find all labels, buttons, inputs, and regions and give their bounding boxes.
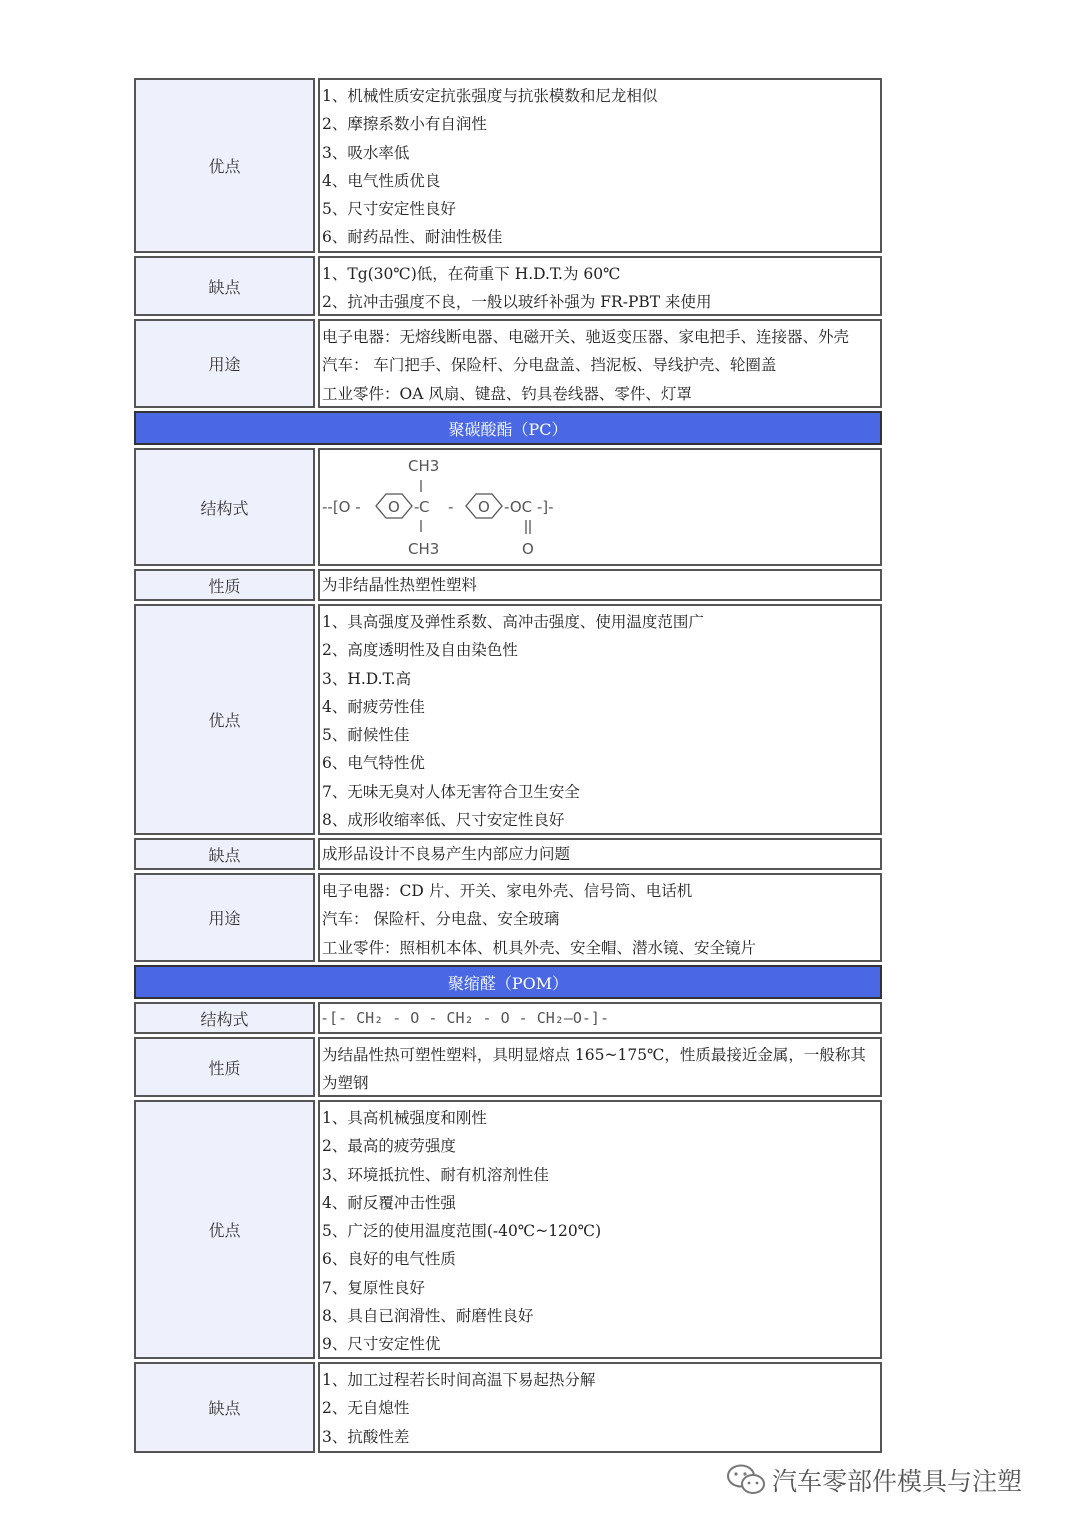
row-label: 结构式 <box>134 1002 315 1034</box>
row-label: 性质 <box>134 1037 315 1097</box>
list-item: 1、具高强度及弹性系数、高冲击强度、使用温度范围广 <box>322 613 704 631</box>
list-item: 4、耐疲劳性佳 <box>322 697 425 716</box>
advantages-list <box>318 604 882 835</box>
property-value: 为结晶性热可塑性塑料，具明显熔点 165~175℃，性质最接近金属，一般称其为塑钢 <box>322 1046 866 1092</box>
list-item: 4、电气性质优良 <box>322 171 441 190</box>
section-header-pc: 聚碳酸酯（PC） <box>134 411 882 445</box>
disadvantages-list <box>318 1362 882 1453</box>
pc-disadvantages-row <box>134 838 882 870</box>
list-item: 工业零件：照相机本体、机具外壳、安全帽、潜水镜、安全镜片 <box>322 938 757 957</box>
central-carbon: C <box>419 498 430 516</box>
wechat-icon <box>726 1463 766 1497</box>
list-item: 3、吸水率低 <box>322 143 410 162</box>
uses-list <box>318 873 882 962</box>
list-item: 成形品设计不良易产生内部应力问题 <box>322 845 571 863</box>
list-item: 2、抗冲击强度不良，一般以玻纤补强为 FR-PBT 来使用 <box>322 293 712 312</box>
svg-text:-: - <box>414 498 420 516</box>
methyl-top: CH3 <box>408 457 440 475</box>
row-label: 优点 <box>134 604 315 835</box>
watermark <box>726 1462 1022 1498</box>
section-header-pom: 聚缩醛（POM） <box>134 965 882 999</box>
pbt-disadvantages-row <box>134 256 882 316</box>
list-item: 2、最高的疲劳强度 <box>322 1137 456 1156</box>
list-item: 汽车： 保险杆、分电盘、安全玻璃 <box>322 910 560 929</box>
list-item: 7、无味无臭对人体无害符合卫生安全 <box>322 782 580 801</box>
list-item: 6、电气特性优 <box>322 754 425 773</box>
list-item: 工业零件：OA 风扇、键盘、钓具卷线器、零件、灯罩 <box>322 384 692 403</box>
row-label: 用途 <box>134 319 315 408</box>
row-label: 结构式 <box>134 448 315 566</box>
row-label: 优点 <box>134 1100 315 1359</box>
row-label: 优点 <box>134 78 315 253</box>
list-item: 1、具高机械强度和刚性 <box>322 1109 487 1127</box>
methyl-bottom: CH3 <box>408 540 440 558</box>
list-item: 4、耐反覆冲击性强 <box>322 1193 456 1212</box>
list-item: 电子电器：CD 片、开关、家电外壳、信号筒、电话机 <box>322 882 693 900</box>
advantages-list <box>318 78 882 253</box>
carbonyl-oxygen: O <box>522 540 534 558</box>
disadvantages-list <box>318 256 882 316</box>
list-item: 1、Tg(30℃)低，在荷重下 H.D.T.为 60℃ <box>322 265 621 283</box>
structure-formula <box>318 448 882 566</box>
ring-label: O <box>478 498 490 516</box>
list-item: 7、复原性良好 <box>322 1278 425 1297</box>
list-item: 5、尺寸安定性良好 <box>322 200 456 219</box>
pom-structure-row <box>134 1002 882 1034</box>
list-item: 2、无自熄性 <box>322 1399 410 1418</box>
structure-formula: -[- CH₂ - O - CH₂ - O - CH₂—O-]- <box>318 1002 882 1034</box>
disadvantages-list <box>318 838 882 870</box>
list-item: 2、高度透明性及自由染色性 <box>322 641 518 660</box>
list-item: 汽车： 车门把手、保险杆、分电盘盖、挡泥板、导线护壳、轮圈盖 <box>322 356 777 375</box>
pbt-advantages-row <box>134 78 882 253</box>
pc-structure-row <box>134 448 882 566</box>
row-label: 缺点 <box>134 256 315 316</box>
pc-property-row <box>134 569 882 601</box>
watermark-text: 汽车零部件模具与注塑 <box>772 1467 1023 1496</box>
list-item: 2、摩擦系数小有自润性 <box>322 115 487 134</box>
formula-left: --[O - <box>322 498 361 516</box>
list-item: 6、良好的电气性质 <box>322 1250 456 1269</box>
formula-right: -OC -]- <box>504 498 554 516</box>
pom-disadvantages-row <box>134 1362 882 1453</box>
property-text <box>318 1037 882 1097</box>
pom-advantages-row <box>134 1100 882 1359</box>
list-item: 1、机械性质安定抗张强度与抗张模数和尼龙相似 <box>322 87 658 105</box>
pc-uses-row <box>134 873 882 962</box>
row-label: 性质 <box>134 569 315 601</box>
list-item: 8、具自已润滑性、耐磨性良好 <box>322 1307 534 1326</box>
ring-label: O <box>388 498 400 516</box>
row-label: 缺点 <box>134 1362 315 1453</box>
list-item: 电子电器：无熔线断电器、电磁开关、驰返变压器、家电把手、连接器、外壳 <box>322 328 850 346</box>
list-item: 1、加工过程若长时间高温下易起热分解 <box>322 1371 596 1389</box>
list-item: 6、耐药品性、耐油性极佳 <box>322 228 503 247</box>
pc-advantages-row <box>134 604 882 835</box>
list-item: 8、成形收缩率低、尺寸安定性良好 <box>322 811 565 830</box>
row-label: 用途 <box>134 873 315 962</box>
list-item: 3、环境抵抗性、耐有机溶剂性佳 <box>322 1165 549 1184</box>
list-item: 3、抗酸性差 <box>322 1427 410 1446</box>
pom-property-row <box>134 1037 882 1097</box>
list-item: 5、耐候性佳 <box>322 726 410 745</box>
property-text <box>318 569 882 601</box>
pc-structure-diagram <box>320 450 580 564</box>
material-table <box>134 78 882 1456</box>
list-item: 9、尺寸安定性优 <box>322 1335 441 1354</box>
pbt-uses-row <box>134 319 882 408</box>
row-label: 缺点 <box>134 838 315 870</box>
advantages-list <box>318 1100 882 1359</box>
list-item: 5、广泛的使用温度范围(-40℃~120℃) <box>322 1222 602 1241</box>
property-value: 为非结晶性热塑性塑料 <box>322 576 478 594</box>
list-item: 3、H.D.T.高 <box>322 669 412 688</box>
formula-dash: - <box>448 498 454 516</box>
uses-list <box>318 319 882 408</box>
